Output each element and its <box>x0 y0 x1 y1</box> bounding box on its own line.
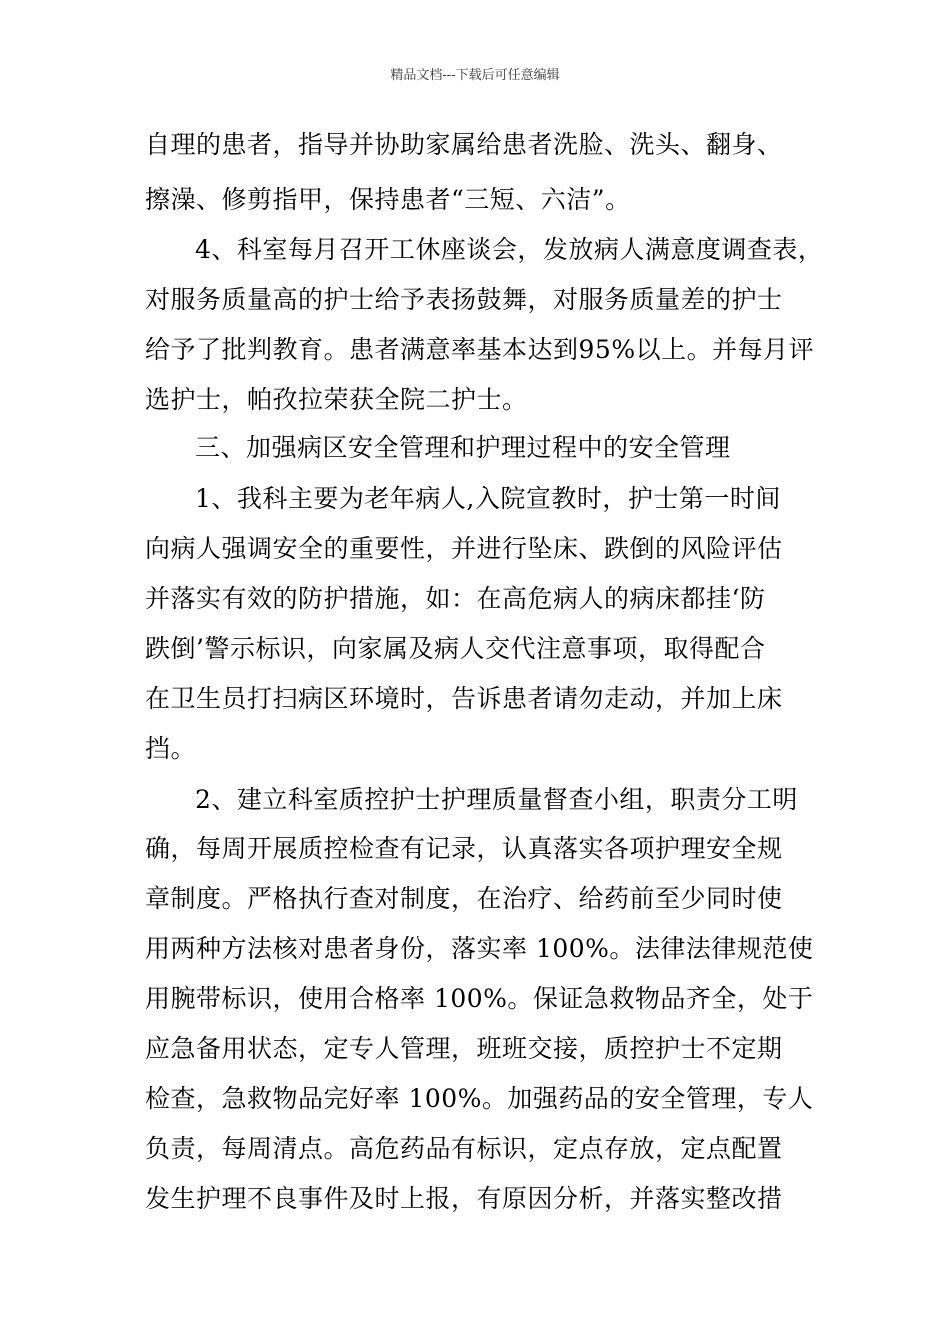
text-line: 发生护理不良事件及时上报，有原因分析，并落实整改措 <box>145 1184 783 1213</box>
text-line: 对服务质量高的护士给予表扬鼓舞，对服务质量差的护士 <box>145 285 783 314</box>
text-line: 2、建立科室质控护士护理质量督查小组，职责分工明 <box>195 785 798 814</box>
text-line: 并落实有效的防护措施，如：在高危病人的病床都挂‘防 <box>145 584 766 613</box>
text-line: 章制度。严格执行查对制度，在治疗、给药前至少同时使 <box>145 884 783 913</box>
text-line: 跌倒’警示标识，向家属及病人交代注意事项，取得配合 <box>145 634 766 663</box>
text-line: 1、我科主要为老年病人,入院宣教时，护士第一时间 <box>195 484 781 513</box>
text-line: 负责，每周清点。高危药品有标识，定点存放，定点配置 <box>145 1134 783 1163</box>
text-line: 在卫生员打扫病区环境时，告诉患者请勿走动，并加上床 <box>145 684 783 713</box>
section-heading: 三、加强病区安全管理和护理过程中的安全管理 <box>195 433 731 462</box>
text-line: 4、科室每月召开工休座谈会，发放病人满意度调查表， <box>195 235 824 264</box>
text-line: 选护士，帕孜拉荣获全院二护士。 <box>145 385 528 414</box>
text-line: 给予了批判教育。患者满意率基本达到95%以上。并每月评 <box>145 335 815 364</box>
text-line: 自理的患者，指导并协助家属给患者洗脸、洗头、翻身、 <box>145 130 783 159</box>
page-header: 精品文档---下载后可任意编辑 <box>390 68 560 83</box>
text-line: 确，每周开展质控检查有记录，认真落实各项护理安全规 <box>145 834 783 863</box>
text-line: 擦澡、修剪指甲，保持患者“三短、六洁”。 <box>145 185 631 214</box>
text-line: 向病人强调安全的重要性，并进行坠床、跌倒的风险评估 <box>145 534 783 563</box>
text-line: 用腕带标识，使用合格率 100%。保证急救物品齐全，处于 <box>145 984 814 1013</box>
text-line: 检查，急救物品完好率 100%。加强药品的安全管理，专人 <box>145 1084 814 1113</box>
text-line: 应急备用状态，定专人管理，班班交接，质控护士不定期 <box>145 1034 783 1063</box>
text-line: 用两种方法核对患者身份，落实率 100%。法律法律规范使 <box>145 934 814 963</box>
text-line: 挡。 <box>145 734 197 763</box>
